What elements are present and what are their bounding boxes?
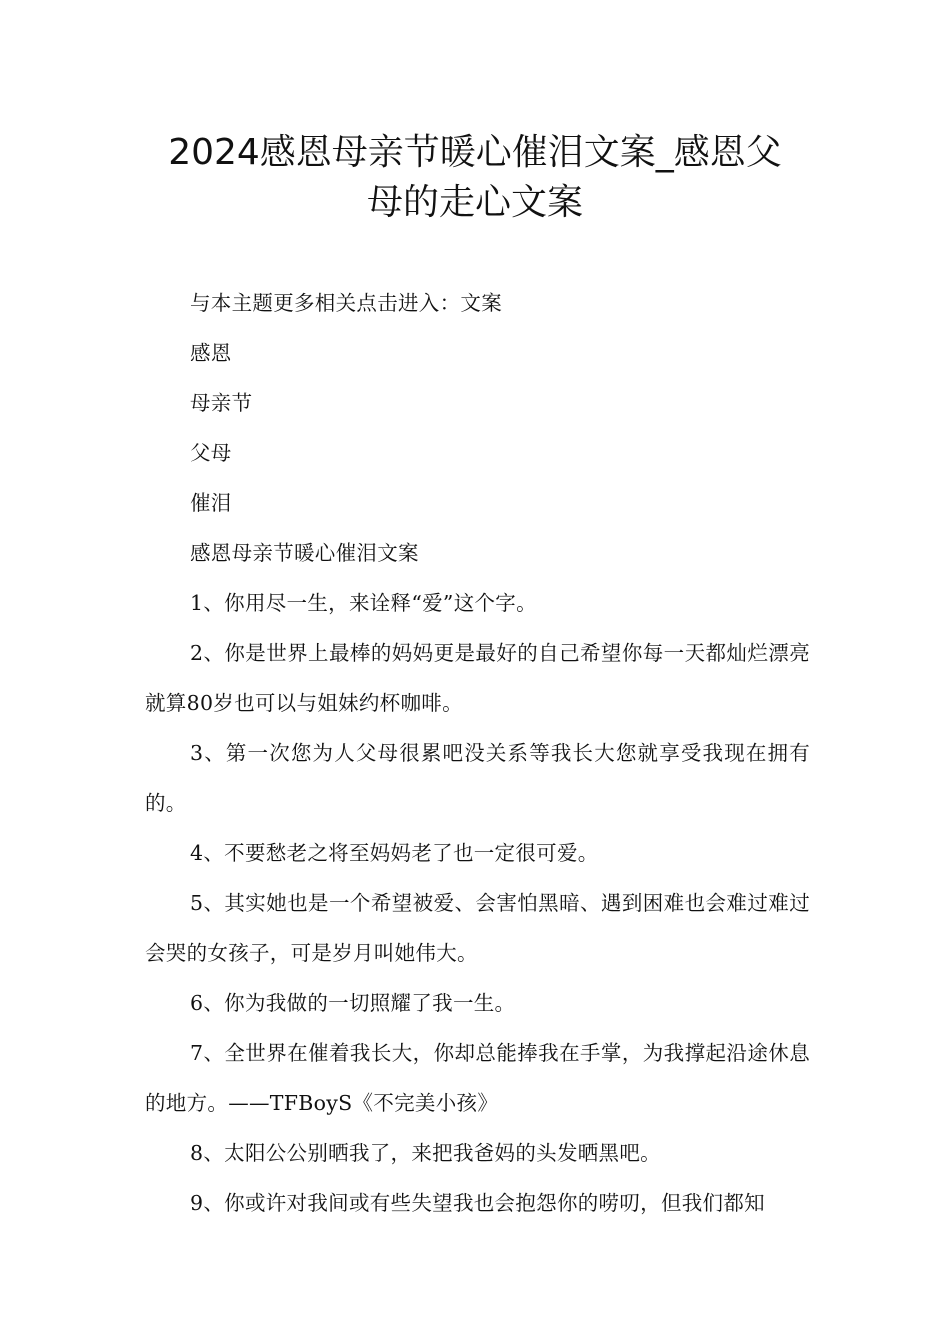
- paragraph-item-1: 1、你用尽一生，来诠释“爱”这个字。: [190, 591, 537, 615]
- paragraph-item-6: 6、你为我做的一切照耀了我一生。: [190, 991, 516, 1015]
- title-line-1: 2024感恩母亲节暖心催泪文案_感恩父: [168, 132, 782, 173]
- paragraph-item-2: 2、你是世界上最棒的妈妈更是最好的自己希望你每一天都灿烂漂亮就算80岁也可以与姐妹约杯咖啡。: [145, 641, 810, 715]
- paragraph-item-8: 8、太阳公公别晒我了，来把我爸妈的头发晒黑吧。: [190, 1141, 661, 1165]
- paragraph-tag-tearjerker: 催泪: [190, 491, 232, 515]
- paragraph-item-3: 3、第一次您为人父母很累吧没关系等我长大您就享受我现在拥有的。: [145, 741, 810, 815]
- paragraph-item-4: 4、不要愁老之将至妈妈老了也一定很可爱。: [190, 841, 599, 865]
- paragraph-tag-gratitude: 感恩: [190, 341, 232, 365]
- document-body: [145, 278, 810, 1228]
- paragraph-related-topics: 与本主题更多相关点击进入：文案: [190, 291, 502, 315]
- paragraph-item-7: 7、全世界在催着我长大，你却总能捧我在手掌，为我撑起沿途休息的地方。——TFBoyS《不完美小孩》: [145, 1041, 810, 1115]
- paragraph-tag-mothers-day: 母亲节: [190, 391, 253, 415]
- paragraph-item-5: 5、其实她也是一个希望被爱、会害怕黑暗、遇到困难也会难过难过会哭的女孩子，可是岁月叫她伟大。: [145, 891, 810, 965]
- paragraph-item-9: 9、你或许对我间或有些失望我也会抱怨你的唠叨，但我们都知: [190, 1191, 765, 1215]
- title-line-2: 母的走心文案: [366, 182, 583, 223]
- document-title: [140, 128, 810, 228]
- paragraph-tag-parents: 父母: [190, 441, 232, 465]
- paragraph-section-heading: 感恩母亲节暖心催泪文案: [190, 541, 419, 565]
